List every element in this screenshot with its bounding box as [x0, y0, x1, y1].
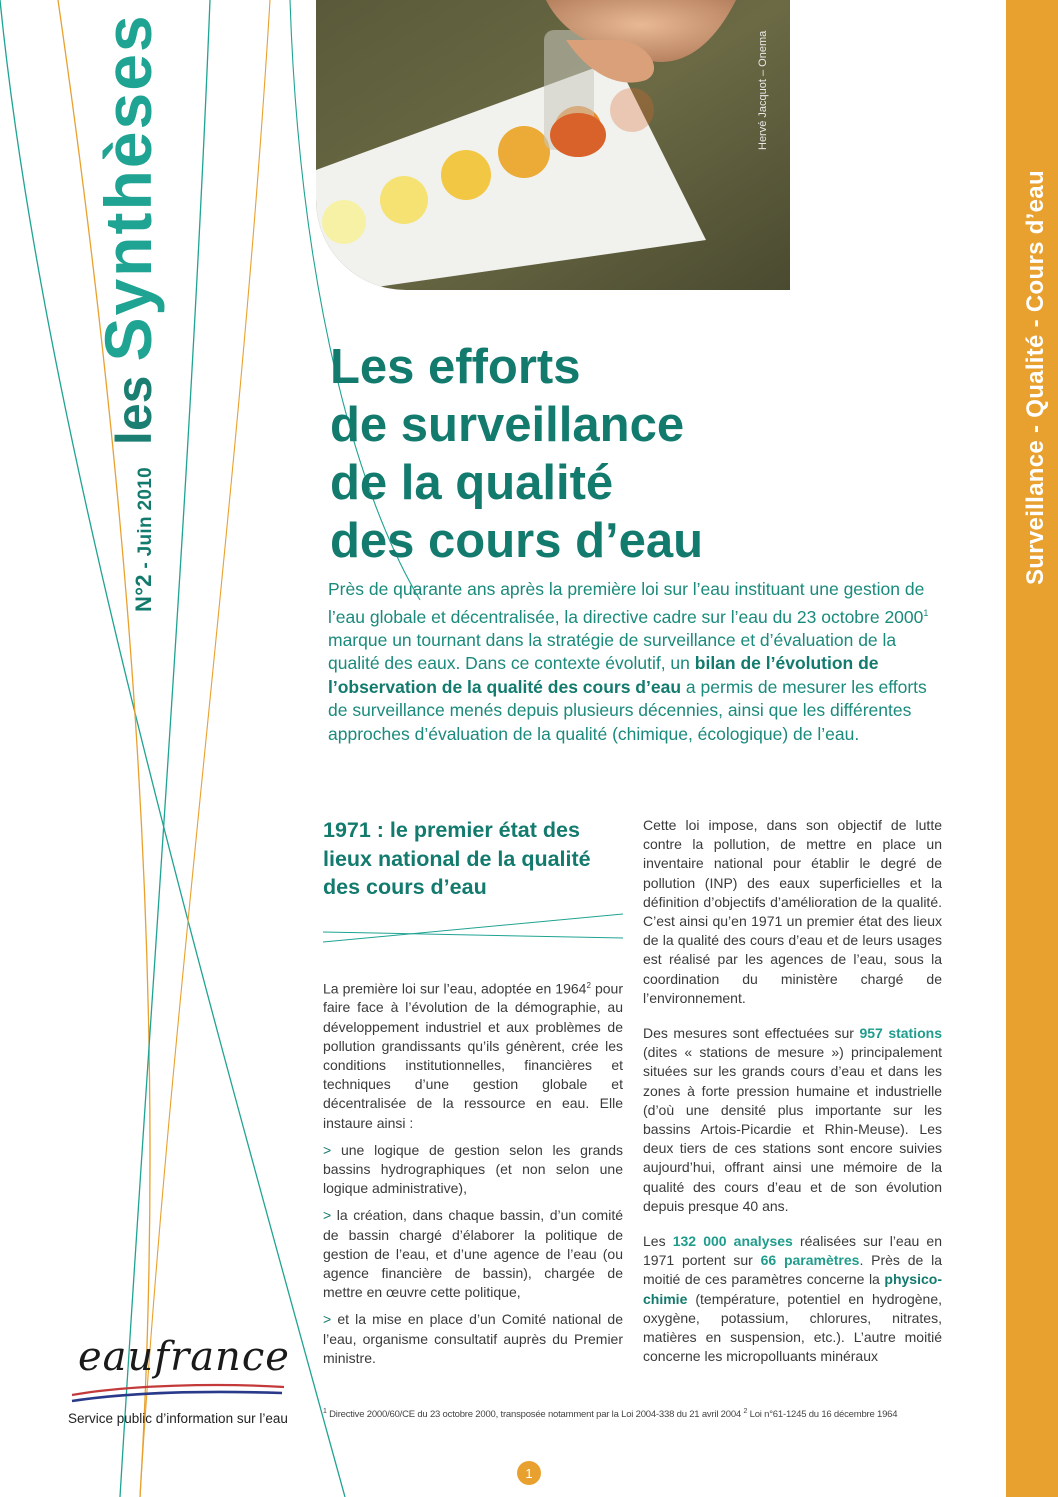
series-les: les — [106, 375, 162, 446]
logo-wordmark: eaufrance — [78, 1334, 290, 1380]
logo-swoosh — [68, 1379, 288, 1405]
header-photo — [316, 0, 790, 290]
eaufrance-logo — [68, 1334, 298, 1426]
body-paragraph: La première loi sur l’eau, adoptée en 1964$^2$ pour faire face à l’évolution de la démographie, au développement industriel et aux problèmes de pollution grandissants qu’ils génèrent, crée les conditions institutionnelles, financières et techniques d’une gestion globale et décentralisée de la ressource en eau. Elle instaure ainsi : — [323, 980, 623, 1131]
logo-tagline: Service public d’information sur l’eau — [68, 1411, 288, 1426]
intro-paragraph: Près de quarante ans après la première loi sur l’eau instituant une gestion de l’eau globale et décentralisée, la directive cadre sur l’eau du 23 octobre 2000$^1$ marque un tournant dans la stratégie de surveillance et d’évaluation de la qualité des eaux. Dans ce contexte évolutif, un bilan de l’évolution de l’observation de la qualité des cours d’eau a permis de mesurer les efforts de surveillance menés depuis plusieurs décennies, ainsi que les différentes approches d’évaluation de la qualité (chimique, écologique) de l’eau. — [328, 579, 929, 744]
page-number: 1 — [517, 1461, 541, 1485]
photo-color-chart — [316, 0, 790, 290]
column-left — [323, 816, 623, 1368]
title-line: des cours d’eau — [330, 514, 704, 568]
title-line: de surveillance — [330, 398, 685, 452]
section-rule — [323, 912, 623, 962]
column-right — [643, 816, 942, 1382]
body-paragraph: Les 132 000 analyses réalisées sur l’eau en 1971 portent sur 66 paramètres. Près de la moitié de ces paramètres concerne la physico-chimie (température, potentiel en hydrogène, oxygène, potassium, chlorures, nitrates, matières en suspension, etc.). L’autre moitié concerne les micropolluants minéraux — [643, 1233, 942, 1365]
body-paragraph: Des mesures sont effectuées sur 957 stations (dites « stations de mesure ») principalement situées sur les grands cours d’eau et dans les zones à forte pression humaine et industrielle (d’où une densité plus importante sur les bassins Artois-Picardie et Rhin-Meuse). Les deux tiers de ces stations sont encore suivies aujourd’hui, offrant ainsi une mémoire de la qualité des cours d’eau et de son évolution depuis presque 40 ans. — [643, 1025, 942, 1214]
issue-label: N°2 - Juin 2010 — [131, 467, 156, 612]
page-title — [330, 338, 890, 570]
series-name: Synthèses — [91, 13, 165, 362]
bullet-item: > la création, dans chaque bassin, d’un comité de bassin chargé d’élaborer la politique de gestion de l’eau, et d’une agence de l’eau (ou agence financière de bassin), chargée de mettre en œuvre cette politique, — [323, 1207, 623, 1301]
title-line: Les efforts — [330, 340, 581, 394]
title-line: de la qualité — [330, 456, 614, 510]
bullet-item: > une logique de gestion selon les grands bassins hydrographiques (et non selon une logique administrative), — [323, 1141, 623, 1197]
bullet-item: > et la mise en place d’un Comité national de l’eau, organisme consultatif auprès du Premier ministre. — [323, 1311, 623, 1366]
category-band-text: Surveillance - Qualité - Cours d’eau — [1022, 170, 1049, 585]
series-title — [90, 13, 165, 612]
body-paragraph: Cette loi impose, dans son objectif de lutte contre la pollution, de mettre en place un inventaire national pour établir le degré de pollution (INP) des eaux superficielles et la définition d’objectifs d’amélioration de la qualité. C’est ainsi qu’en 1971 un premier état des lieux de la qualité des cours d’eau et de leurs usages est réalisé par les agences de l’eau, sous la coordination du ministère chargé de l’environnement. — [643, 817, 942, 1006]
footnotes: $^1$ Directive 2000/60/CE du 23 octobre 2000, transposée notamment par la Loi 2004-338 du 21 avril 2004 $^2$ Loi n°61-1245 du 16 décembre 1964 — [323, 1408, 898, 1421]
section-heading: 1971 : le premier état des lieux national de la qualité des cours d’eau — [323, 818, 591, 899]
photo-credit: Hervé Jacquot – Onema — [757, 30, 769, 150]
